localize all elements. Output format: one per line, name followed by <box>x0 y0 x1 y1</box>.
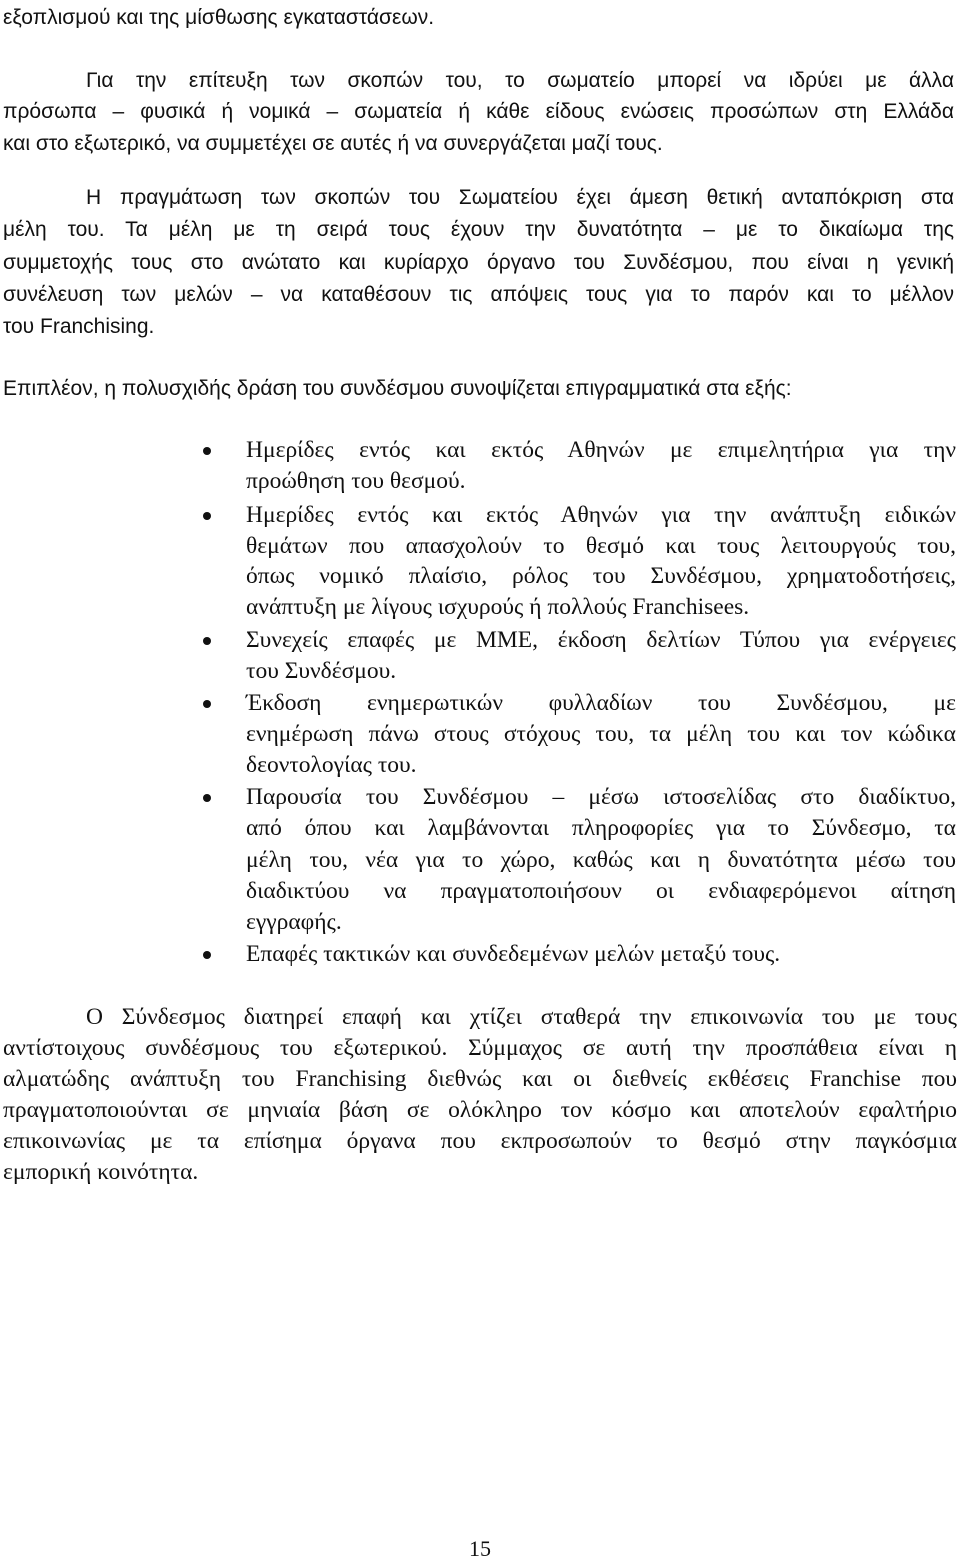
paragraph-line: αλματώδης ανάπτυξη του Franchising διεθνώς και οι διεθνείς εκθέσεις Franchise που <box>3 1066 957 1092</box>
list-item-line: διαδικτύου να πραγματοποιήσουν οι ενδιαφερόμενοι αίτηση <box>246 878 956 904</box>
paragraph-line: και στο εξωτερικό, να συμμετέχει σε αυτές ή να συνεργάζεται μαζί τους. <box>3 132 663 155</box>
paragraph-line: Για την επίτευξη των σκοπών του, το σωματείο μπορεί να ιδρύει με άλλα <box>86 69 954 92</box>
bullet-dot-icon <box>203 637 211 645</box>
paragraph-line: εμπορική κοινότητα. <box>3 1159 199 1185</box>
list-item-line: Συνεχείς επαφές με ΜΜΕ, έκδοση δελτίων Τύπου για ενέργειες <box>246 627 956 653</box>
list-item-line: εγγραφής. <box>246 909 342 935</box>
paragraph-line: Ο Σύνδεσμος διατηρεί επαφή και χτίζει σταθερά την επικοινωνία του με τους <box>86 1004 957 1030</box>
paragraph-line: συνέλευση των μελών – να καταθέσουν τις απόψεις τους για το παρόν και το μέλλον <box>3 283 954 306</box>
bullet-dot-icon <box>203 951 211 959</box>
list-item-line: μέλη του, νέα για το χώρο, καθώς και η δυνατότητα μέσω του <box>246 847 956 873</box>
list-item-line: όπως νομικό πλαίσιο, ρόλος του Συνδέσμου, χρηματοδοτήσεις, <box>246 563 956 589</box>
paragraph-line: πραγματοποιούνται σε μηνιαία βάση σε ολόκληρο τον κόσμο και αποτελούν εφαλτήριο <box>3 1097 957 1123</box>
page-number: 15 <box>469 1536 491 1561</box>
paragraph-line: Η πραγμάτωση των σκοπών του Σωματείου έχει άμεση θετική ανταπόκριση στα <box>86 186 954 209</box>
summary-intro: Επιπλέον, η πολυσχιδής δράση του συνδέσμου συνοψίζεται επιγραμματικά στα εξής: <box>3 377 792 400</box>
list-item-line: ενημέρωση πάνω στους στόχους του, τα μέλη του και τον κώδικα <box>246 721 956 747</box>
bullet-dot-icon <box>203 700 211 708</box>
bullet-dot-icon <box>203 794 211 802</box>
list-item-line: προώθηση του θεσμού. <box>246 468 466 494</box>
list-item-line: θεμάτων που απασχολούν το θεσμό και τους λειτουργούς του, <box>246 533 956 559</box>
intro-line: εξοπλισμού και της μίσθωσης εγκαταστάσεων. <box>3 6 435 29</box>
list-item-line: Παρουσία του Συνδέσμου – μέσω ιστοσελίδας στο διαδίκτυο, <box>246 784 956 810</box>
paragraph-line: μέλη του. Τα μέλη με τη σειρά τους έχουν την δυνατότητα – με το δικαίωμα της <box>3 218 954 241</box>
list-item-line: ανάπτυξη με λίγους ισχυρούς ή πολλούς Franchisees. <box>246 594 750 620</box>
paragraph-line: αντίστοιχους συνδέσμους του εξωτερικού. Σύμμαχος σε αυτή την προσπάθεια είναι η <box>3 1035 957 1061</box>
list-item-line: του Συνδέσμου. <box>246 658 397 684</box>
list-item-line: Έκδοση ενημερωτικών φυλλαδίων του Συνδέσμου, με <box>246 690 956 716</box>
list-item-line: Επαφές τακτικών και συνδεδεμένων μελών μεταξύ τους. <box>246 941 781 967</box>
list-item-line: Ημερίδες εντός και εκτός Αθηνών με επιμελητήρια για την <box>246 437 956 463</box>
list-item-line: Ημερίδες εντός και εκτός Αθηνών για την ανάπτυξη ειδικών <box>246 502 956 528</box>
list-item-line: δεοντολογίας του. <box>246 752 417 778</box>
paragraph-line: συμμετοχής τους στο ανώτατο και κυρίαρχο όργανο του Συνδέσμου, που είναι η γενική <box>3 251 954 274</box>
paragraph-line: του Franchising. <box>3 315 155 338</box>
bullet-dot-icon <box>203 512 211 520</box>
bullet-dot-icon <box>203 447 211 455</box>
paragraph-line: πρόσωπα – φυσικά ή νομικά – σωματεία ή κάθε είδους ενώσεις προσώπων στη Ελλάδα <box>3 100 954 123</box>
paragraph-line: επικοινωνίας με τα επίσημα όργανα που εκπροσωπούν το θεσμό στην παγκόσμια <box>3 1128 957 1154</box>
list-item-line: από όπου και λαμβάνονται πληροφορίες για το Σύνδεσμο, τα <box>246 815 956 841</box>
